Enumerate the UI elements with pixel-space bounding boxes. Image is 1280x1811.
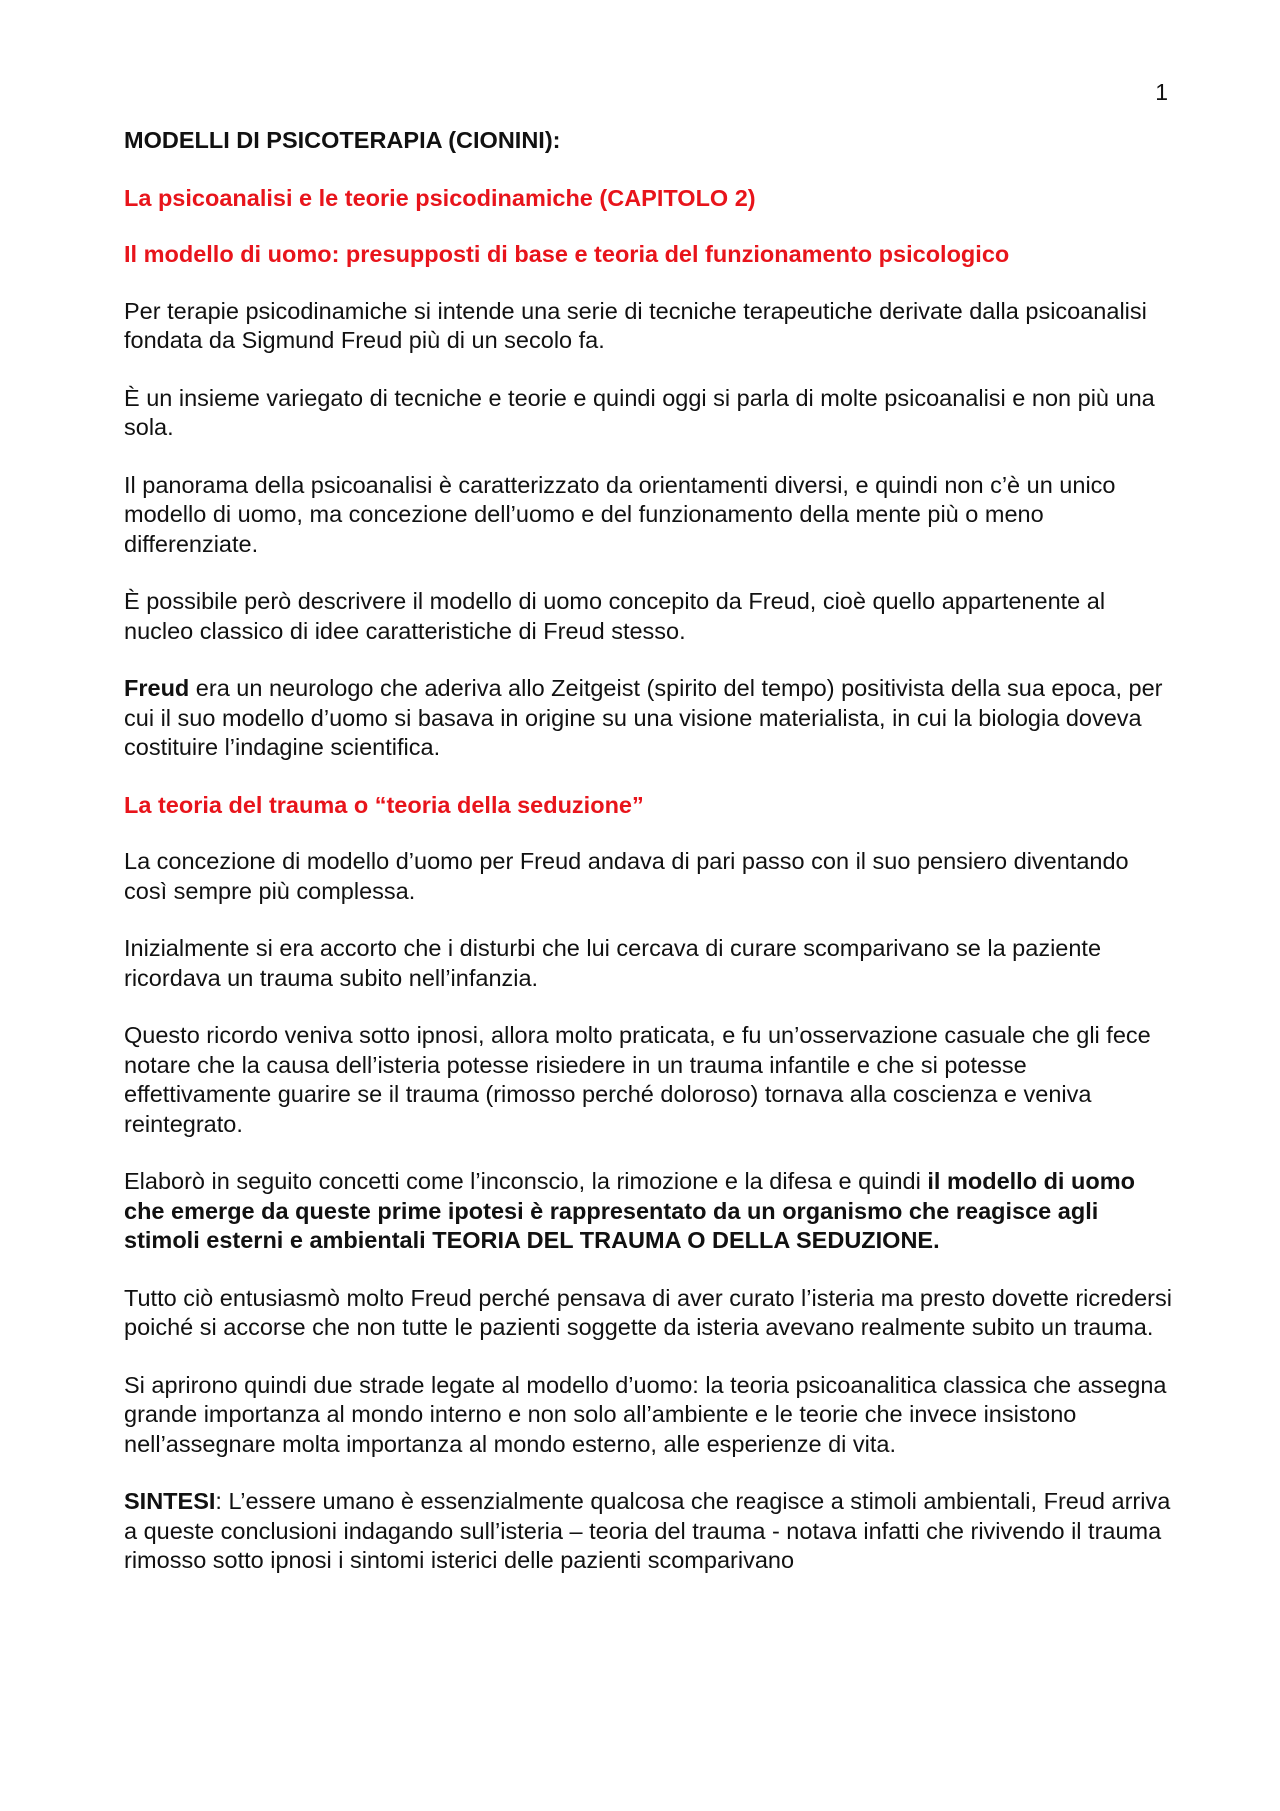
bold-term-sintesi: SINTESI <box>124 1488 216 1514</box>
paragraph-text: era un neurologo che aderiva allo Zeitgeist (spirito del tempo) positivista della sua epoca, per cui il suo modello d’uomo si basava in origine su una visione materialista, in cui la biologia doveva costituire l’indagine scientifica. <box>124 675 1163 760</box>
chapter-heading: La psicoanalisi e le teorie psicodinamiche (CAPITOLO 2) <box>124 184 756 211</box>
paragraph-freud <box>124 674 1174 763</box>
bold-term-freud: Freud <box>124 675 190 701</box>
paragraph: È un insieme variegato di tecniche e teorie e quindi oggi si parla di molte psicoanalisi e non più una sola. <box>124 384 1155 440</box>
document-body <box>124 126 1174 1604</box>
paragraph: Inizialmente si era accorto che i disturbi che lui cercava di curare scomparivano se la paziente ricordava un trauma subito nell’infanzia. <box>124 935 1102 991</box>
document-title: MODELLI DI PSICOTERAPIA (CIONINI): <box>124 127 561 153</box>
section-heading-trauma-theory: La teoria del trauma o “teoria della seduzione” <box>124 791 644 818</box>
bold-statement: il modello di uomo che emerge da queste prime ipotesi è rappresentato da un organismo che reagisce agli stimoli esterni e ambientali TEORIA DEL TRAUMA O DELLA SEDUZIONE. <box>124 1168 1135 1253</box>
paragraph: Tutto ciò entusiasmò molto Freud perché pensava di aver curato l’isteria ma presto dovette ricredersi poiché si accorse che non tutte le pazienti soggette da isteria avevano realmente subito un trauma. <box>124 1284 1172 1340</box>
paragraph: Per terapie psicodinamiche si intende una serie di tecniche terapeutiche derivate dalla psicoanalisi fondata da Sigmund Freud più di un secolo fa. <box>124 297 1147 353</box>
paragraph: È possibile però descrivere il modello di uomo concepito da Freud, cioè quello appartenente al nucleo classico di idee caratteristiche di Freud stesso. <box>124 588 1106 644</box>
paragraph-text: : L’essere umano è essenzialmente qualcosa che reagisce a stimoli ambientali, Freud arriva a queste conclusioni indagando sull’isteria – teoria del trauma - notava infatti che rivivendo il trauma rimosso sotto ipnosi i sintomi isterici delle pazienti scomparivano <box>124 1488 1171 1573</box>
section-heading-model-of-man: Il modello di uomo: presupposti di base e teoria del funzionamento psicologico <box>124 241 1010 267</box>
paragraph: Il panorama della psicoanalisi è caratterizzato da orientamenti diversi, e quindi non c’è un unico modello di uomo, ma concezione dell’uomo e del funzionamento della mente più o meno differenziate. <box>124 471 1116 557</box>
page-number: 1 <box>1155 79 1168 105</box>
paragraph-text: Elaborò in seguito concetti come l’inconscio, la rimozione e la difesa e quindi <box>124 1168 928 1194</box>
paragraph-synthesis <box>124 1487 1174 1576</box>
paragraph: Si aprirono quindi due strade legate al modello d’uomo: la teoria psicoanalitica classica che assegna grande importanza al mondo interno e non solo all’ambiente e le teorie che invece insistono nell’assegnare molta importanza al mondo esterno, alle esperienze di vita. <box>124 1371 1167 1457</box>
paragraph-model-summary <box>124 1167 1174 1256</box>
paragraph: La concezione di modello d’uomo per Freud andava di pari passo con il suo pensiero diventando così sempre più complessa. <box>124 848 1129 904</box>
paragraph: Questo ricordo veniva sotto ipnosi, allora molto praticata, e fu un’osservazione casuale che gli fece notare che la causa dell’isteria potesse risiedere in un trauma infantile e che si potesse effettivamente guarire se il trauma (rimosso perché doloroso) tornava alla coscienza e veniva reintegrato. <box>124 1022 1151 1137</box>
